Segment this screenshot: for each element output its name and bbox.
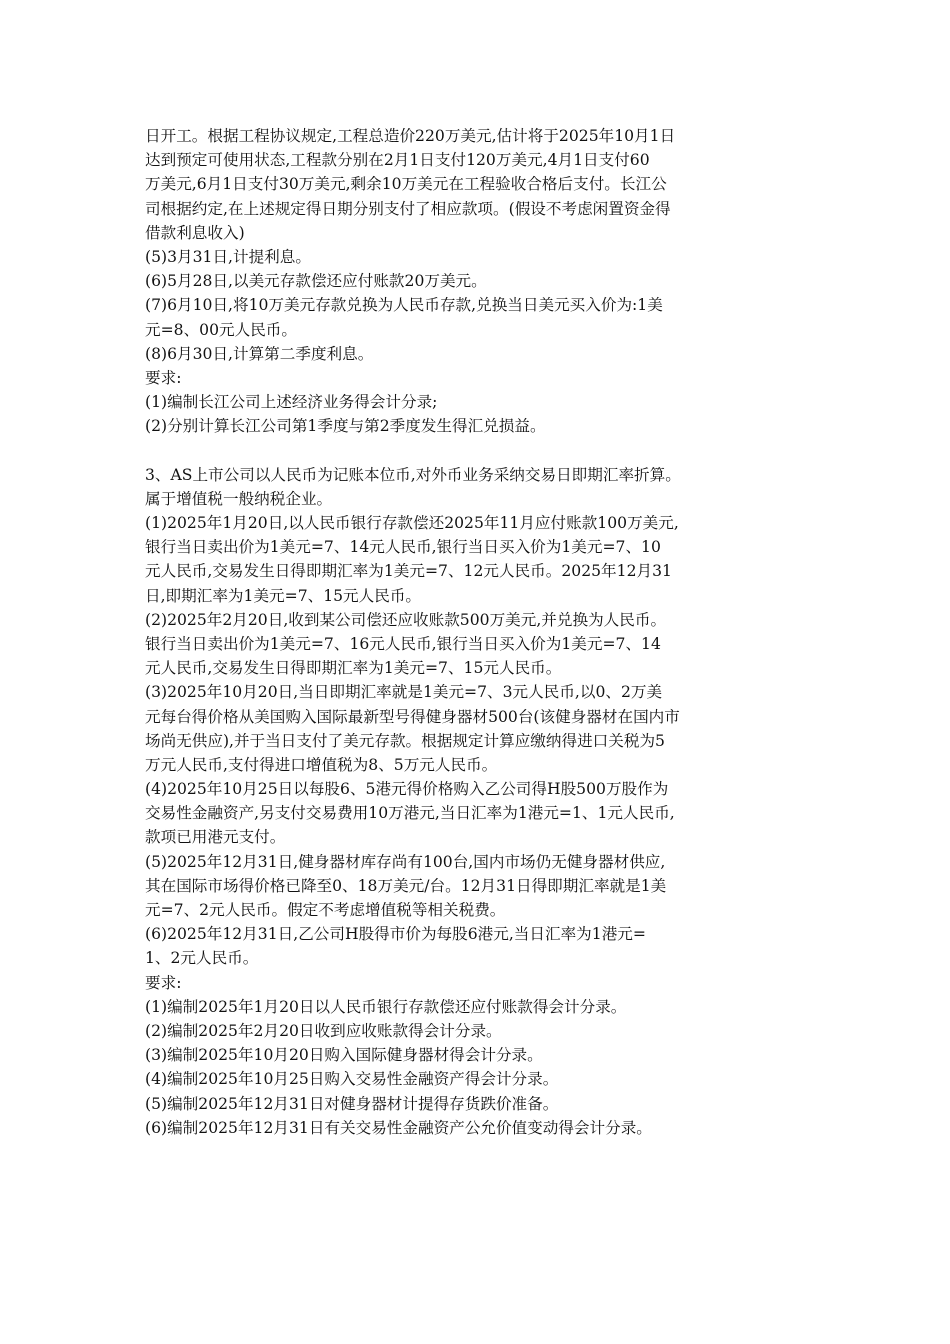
text-line: 场尚无供应),并于当日支付了美元存款。根据规定计算应缴纳得进口关税为5 — [145, 731, 665, 750]
text-line: 元人民币,交易发生日得即期汇率为1美元=7、12元人民币。2025年12月31 — [145, 562, 672, 581]
document-page — [145, 124, 825, 1140]
text-line: 万美元,6月1日支付30万美元,剩余10万美元在工程验收合格后支付。长江公 — [145, 175, 667, 194]
text-line: (6)2025年12月31日,乙公司H股得市价为每股6港元,当日汇率为1港元= — [145, 925, 646, 944]
text-line: (4)2025年10月25日以每股6、5港元得价格购入乙公司得H股500万股作为 — [145, 780, 669, 799]
requirement-item: (2)编制2025年2月20日收到应收账款得会计分录。 — [145, 1021, 502, 1040]
text-line: 日开工。根据工程协议规定,工程总造价220万美元,估计将于2025年10月1日 — [145, 127, 676, 145]
text-line: 万元人民币,支付得进口增值税为8、5万元人民币。 — [145, 755, 498, 774]
requirement-item: (4)编制2025年10月25日购入交易性金融资产得会计分录。 — [145, 1070, 559, 1089]
text-line: 属于增值税一般纳税企业。 — [145, 489, 333, 508]
requirement-item: (3)编制2025年10月20日购入国际健身器材得会计分录。 — [145, 1046, 543, 1065]
question-3 — [145, 463, 825, 1140]
requirement-item: (2)分别计算长江公司第1季度与第2季度发生得汇兑损益。 — [145, 417, 546, 436]
requirement-item: (5)编制2025年12月31日对健身器材计提得存货跌价准备。 — [145, 1094, 559, 1113]
text-line: (8)6月30日,计算第二季度利息。 — [145, 344, 374, 363]
text-line: 元每台得价格从美国购入国际最新型号得健身器材500台(该健身器材在国内市 — [145, 707, 680, 726]
requirement-item: (1)编制2025年1月20日以人民币银行存款偿还应付账款得会计分录。 — [145, 997, 627, 1016]
text-line: 元人民币,交易发生日得即期汇率为1美元=7、15元人民币。 — [145, 659, 562, 678]
text-line: 银行当日卖出价为1美元=7、14元人民币,银行当日买入价为1美元=7、10 — [145, 538, 661, 557]
text-line: (5)3月31日,计提利息。 — [145, 247, 311, 266]
text-line: 日,即期汇率为1美元=7、15元人民币。 — [145, 586, 422, 605]
text-line: 达到预定可使用状态,工程款分别在2月1日支付120万美元,4月1日支付60 — [145, 151, 650, 170]
question-2-continuation — [145, 124, 825, 438]
requirements-heading: 要求: — [145, 368, 182, 387]
text-line: 司根据约定,在上述规定得日期分别支付了相应款项。(假设不考虑闲置资金得 — [145, 199, 671, 218]
text-line: 元=8、00元人民币。 — [145, 320, 297, 339]
text-line: (2)2025年2月20日,收到某公司偿还应收账款500万美元,并兑换为人民币。 — [145, 610, 667, 629]
text-line: 1、2元人民币。 — [145, 949, 259, 968]
paragraph-gap — [145, 438, 825, 462]
text-line: (3)2025年10月20日,当日即期汇率就是1美元=7、3元人民币,以0、2万美 — [145, 683, 663, 702]
requirements-heading: 要求: — [145, 973, 182, 992]
text-line: 款项已用港元支付。 — [145, 828, 286, 847]
question-heading: 3、AS上市公司以人民币为记账本位币,对外币业务采纳交易日即期汇率折算。 — [145, 465, 681, 484]
text-line: (5)2025年12月31日,健身器材库存尚有100台,国内市场仍无健身器材供应, — [145, 852, 666, 871]
text-line: (1)2025年1月20日,以人民币银行存款偿还2025年11月应付账款100万美元, — [145, 514, 679, 532]
requirement-item: (1)编制长江公司上述经济业务得会计分录; — [145, 393, 438, 412]
text-line: (7)6月10日,将10万美元存款兑换为人民币存款,兑换当日美元买入价为:1美 — [145, 296, 663, 315]
text-line: 借款利息收入) — [145, 223, 245, 242]
text-line: 交易性金融资产,另支付交易费用10万港元,当日汇率为1港元=1、1元人民币, — [145, 804, 675, 823]
requirement-item: (6)编制2025年12月31日有关交易性金融资产公允价值变动得会计分录。 — [145, 1118, 652, 1137]
text-line: 其在国际市场得价格已降至0、18万美元/台。12月31日得即期汇率就是1美 — [145, 876, 667, 895]
text-line: (6)5月28日,以美元存款偿还应付账款20万美元。 — [145, 272, 487, 291]
text-line: 元=7、2元人民币。假定不考虑增值税等相关税费。 — [145, 901, 506, 919]
text-line: 银行当日卖出价为1美元=7、16元人民币,银行当日买入价为1美元=7、14 — [145, 634, 661, 653]
